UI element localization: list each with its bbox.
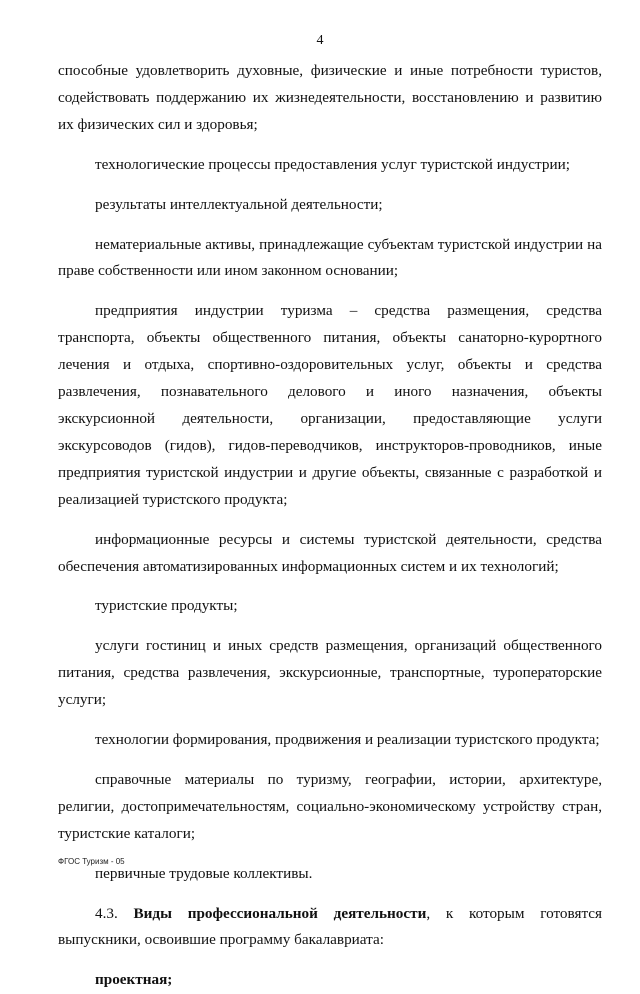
paragraph: результаты интеллектуальной деятельности; [95,195,383,213]
paragraph: первичные трудовые коллективы. [95,864,313,882]
footer-label: ФГОС Туризм - 05 [58,857,125,866]
activity-type: проектная; [95,971,173,989]
paragraph: справочные материалы по туризму, географии, истории, архитектуре, религии, достопримечательностям, социально-экономическому устройству стран, туристские каталоги; [58,770,602,842]
paragraph: информационные ресурсы и системы туристской деятельности, средства обеспечения автоматизированных информационных систем и их технологий; [58,530,602,575]
document-body [58,58,602,994]
section-title: Виды профессиональной деятельности [133,904,427,922]
paragraph: способные удовлетворить духовные, физические и иные потребности туристов, содействовать поддержанию их жизнедеятельности, восстановлению и развитию их физических сил и здоровья; [58,62,602,133]
page-number: 4 [316,33,324,48]
section-heading [58,901,602,955]
paragraph: технологические процессы предоставления услуг туристской индустрии; [95,155,570,173]
paragraph: технологии формирования, продвижения и реализации туристского продукта; [95,731,600,749]
paragraph: туристские продукты; [95,597,238,615]
section-text: , к которым готовятся выпускники, освоившие программу бакалавриата: [58,904,602,949]
paragraph: нематериальные активы, принадлежащие субъектам туристской индустрии на праве собственности или ином законном основании; [58,235,602,280]
paragraph: услуги гостиниц и иных средств размещения, организаций общественного питания, средства развлечения, экскурсионные, транспортные, туроператорские услуги; [58,637,602,709]
section-number: 4.3. [95,904,118,922]
paragraph: предприятия индустрии туризма – средства размещения, средства транспорта, объекты общественного питания, объекты санаторно-курортного лечения и отдыха, спортивно-оздоровительных услуг, объекты и средства развлечения, познавательного делового и иного назначения, объекты экскурсионной деятельности, организации, предоставляющие услуги экскурсоводов (гидов), гидов-переводчиков, инструкторов-проводников, иные предприятия туристской индустрии и другие объекты, связанные с разработкой и реализацией туристского продукта; [58,302,602,508]
